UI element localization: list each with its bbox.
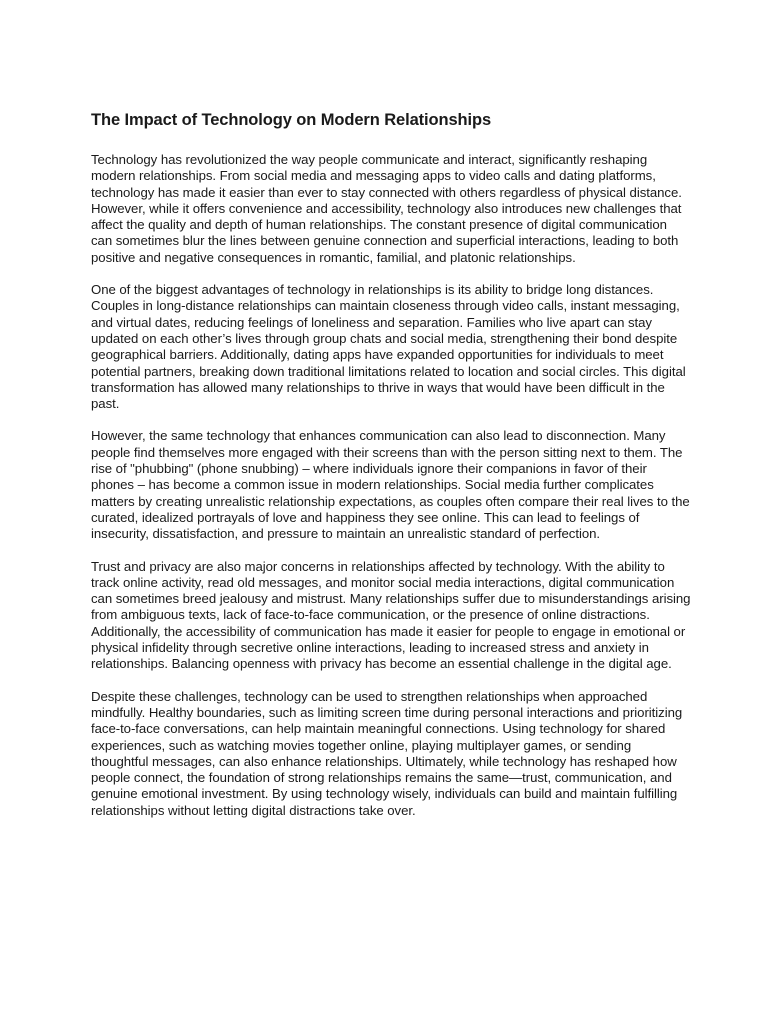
paragraph-3: However, the same technology that enhances communication can also lead to disconnection. Many people find themselves more engaged with their screens than with the person sitting next to them. The rise of "phubbing" (phone snubbing) – where individuals ignore their companions in favor of their phones – has become a common issue in modern relationships. Social media further complicates matters by creating unrealistic relationship expectations, as couples often compare their real lives to the curated, idealized portrayals of love and happiness they see online. This can lead to feelings of insecurity, dissatisfaction, and pressure to maintain an unrealistic standard of perfection. [91,428,690,542]
paragraph-2: One of the biggest advantages of technology in relationships is its ability to bridge long distances. Couples in long-distance relationships can maintain closeness through video calls, instant messaging, and virtual dates, reducing feelings of loneliness and separation. Families who live apart can stay updated on each other’s lives through group chats and social media, strengthening their bond despite geographical barriers. Additionally, dating apps have expanded opportunities for individuals to meet potential partners, breaking down traditional limitations related to location and social circles. This digital transformation has allowed many relationships to thrive in ways that would have been difficult in the past. [91,282,686,412]
paragraph-1: Technology has revolutionized the way people communicate and interact, significantly reshaping modern relationships. From social media and messaging apps to video calls and dating platforms, technology has made it easier than ever to stay connected with others regardless of physical distance. However, while it offers convenience and accessibility, technology also introduces new challenges that affect the quality and depth of human relationships. The constant presence of digital communication can sometimes blur the lines between genuine connection and superficial interactions, leading to both positive and negative consequences in romantic, familial, and platonic relationships. [91,152,682,265]
paragraph-4: Trust and privacy are also major concerns in relationships affected by technology. With the ability to track online activity, read old messages, and monitor social media interactions, digital communication can sometimes breed jealousy and mistrust. Many relationships suffer due to misunderstandings arising from ambiguous texts, lack of face-to-face communication, or the presence of online distractions. Additionally, the accessibility of communication has made it easier for people to engage in emotional or physical infidelity through secretive online interactions, leading to increased stress and anxiety in relationships. Balancing openness with privacy has become an essential challenge in the digital age. [91,558,691,672]
document-body [91,110,691,835]
document-title: The Impact of Technology on Modern Relationships [91,111,492,129]
paragraph-5: Despite these challenges, technology can be used to strengthen relationships when approached mindfully. Healthy boundaries, such as limiting screen time during personal interactions and prioritizing face-to-face conversations, can help maintain meaningful connections. Using technology for shared experiences, such as watching movies together online, playing multiplayer games, or sending thoughtful messages, can also enhance relationships. Ultimately, while technology has reshaped how people connect, the foundation of strong relationships remains the same—trust, communication, and genuine emotional investment. By using technology wisely, individuals can build and maintain fulfilling relationships without letting digital distractions take over. [91,688,683,818]
